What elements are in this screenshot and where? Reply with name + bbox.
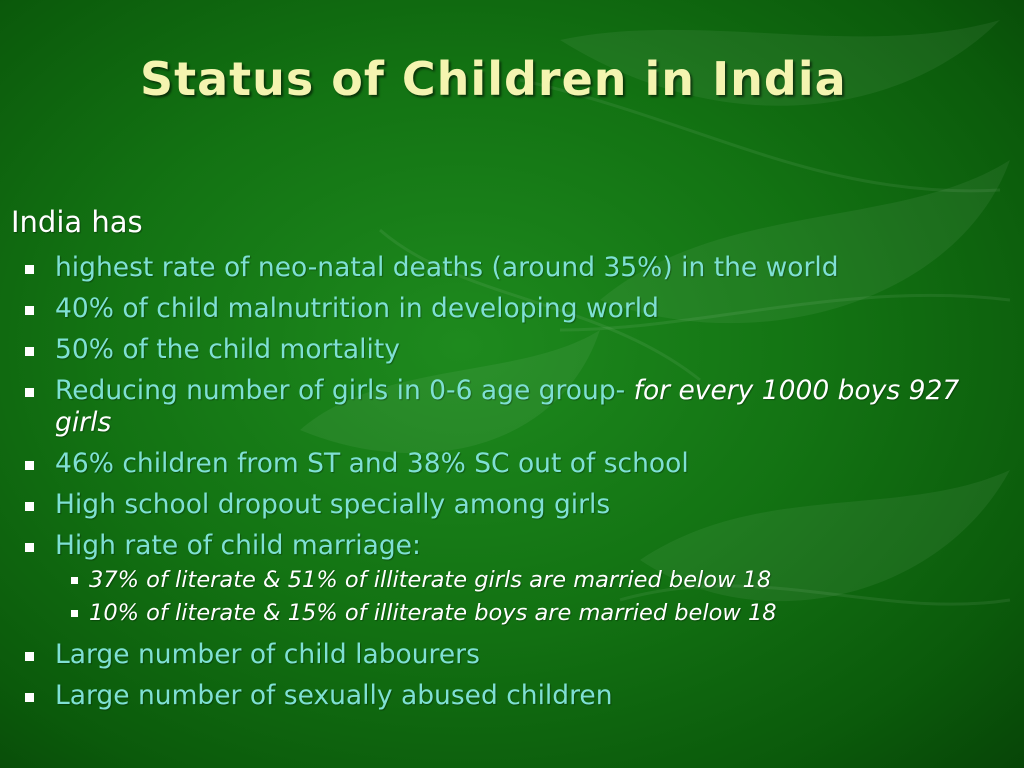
bullet-item xyxy=(22,530,1012,630)
bullet-text: highest rate of neo-natal deaths (around 35%) in the world xyxy=(55,252,839,283)
bullet-item xyxy=(22,448,1012,480)
bullet-text: Large number of child labourers xyxy=(55,639,480,670)
sub-bullet-square-icon xyxy=(71,577,78,584)
bullet-text: Large number of sexually abused children xyxy=(55,680,613,711)
sub-bullet-list xyxy=(55,564,1012,630)
bullet-item xyxy=(22,375,1012,439)
bullet-text: 46% children from ST and 38% SC out of school xyxy=(55,448,689,479)
bullet-text: Reducing number of girls in 0-6 age group- xyxy=(55,375,634,406)
bullet-list xyxy=(22,252,1012,721)
bullet-text: 50% of the child mortality xyxy=(55,334,400,365)
bullet-item xyxy=(22,680,1012,712)
bullet-square-icon xyxy=(25,693,34,702)
bullet-square-icon xyxy=(25,265,34,274)
bullet-square-icon xyxy=(25,543,34,552)
bullet-item xyxy=(22,639,1012,671)
bullet-square-icon xyxy=(25,461,34,470)
sub-bullet-item xyxy=(63,597,1012,630)
bullet-square-icon xyxy=(25,388,34,397)
sub-bullet-item xyxy=(63,564,1012,597)
intro-text: India has xyxy=(11,205,143,239)
bullet-item xyxy=(22,334,1012,366)
sub-bullet-text: 37% of literate & 51% of illiterate girls are married below 18 xyxy=(89,567,772,593)
bullet-square-icon xyxy=(25,652,34,661)
bullet-text: High school dropout specially among girls xyxy=(55,489,611,520)
bullet-text: High rate of child marriage: xyxy=(55,530,421,561)
bullet-item xyxy=(22,252,1012,284)
bullet-square-icon xyxy=(25,502,34,511)
bullet-item xyxy=(22,489,1012,521)
slide-title: Status of Children in India xyxy=(140,52,847,106)
bullet-item xyxy=(22,293,1012,325)
bullet-text: 40% of child malnutrition in developing world xyxy=(55,293,659,324)
sub-bullet-text: 10% of literate & 15% of illiterate boys are married below 18 xyxy=(89,600,777,626)
sub-bullet-square-icon xyxy=(71,610,78,617)
bullet-emphasis: for every 1000 boys 927 girls xyxy=(55,375,960,438)
bullet-square-icon xyxy=(25,347,34,356)
bullet-square-icon xyxy=(25,306,34,315)
